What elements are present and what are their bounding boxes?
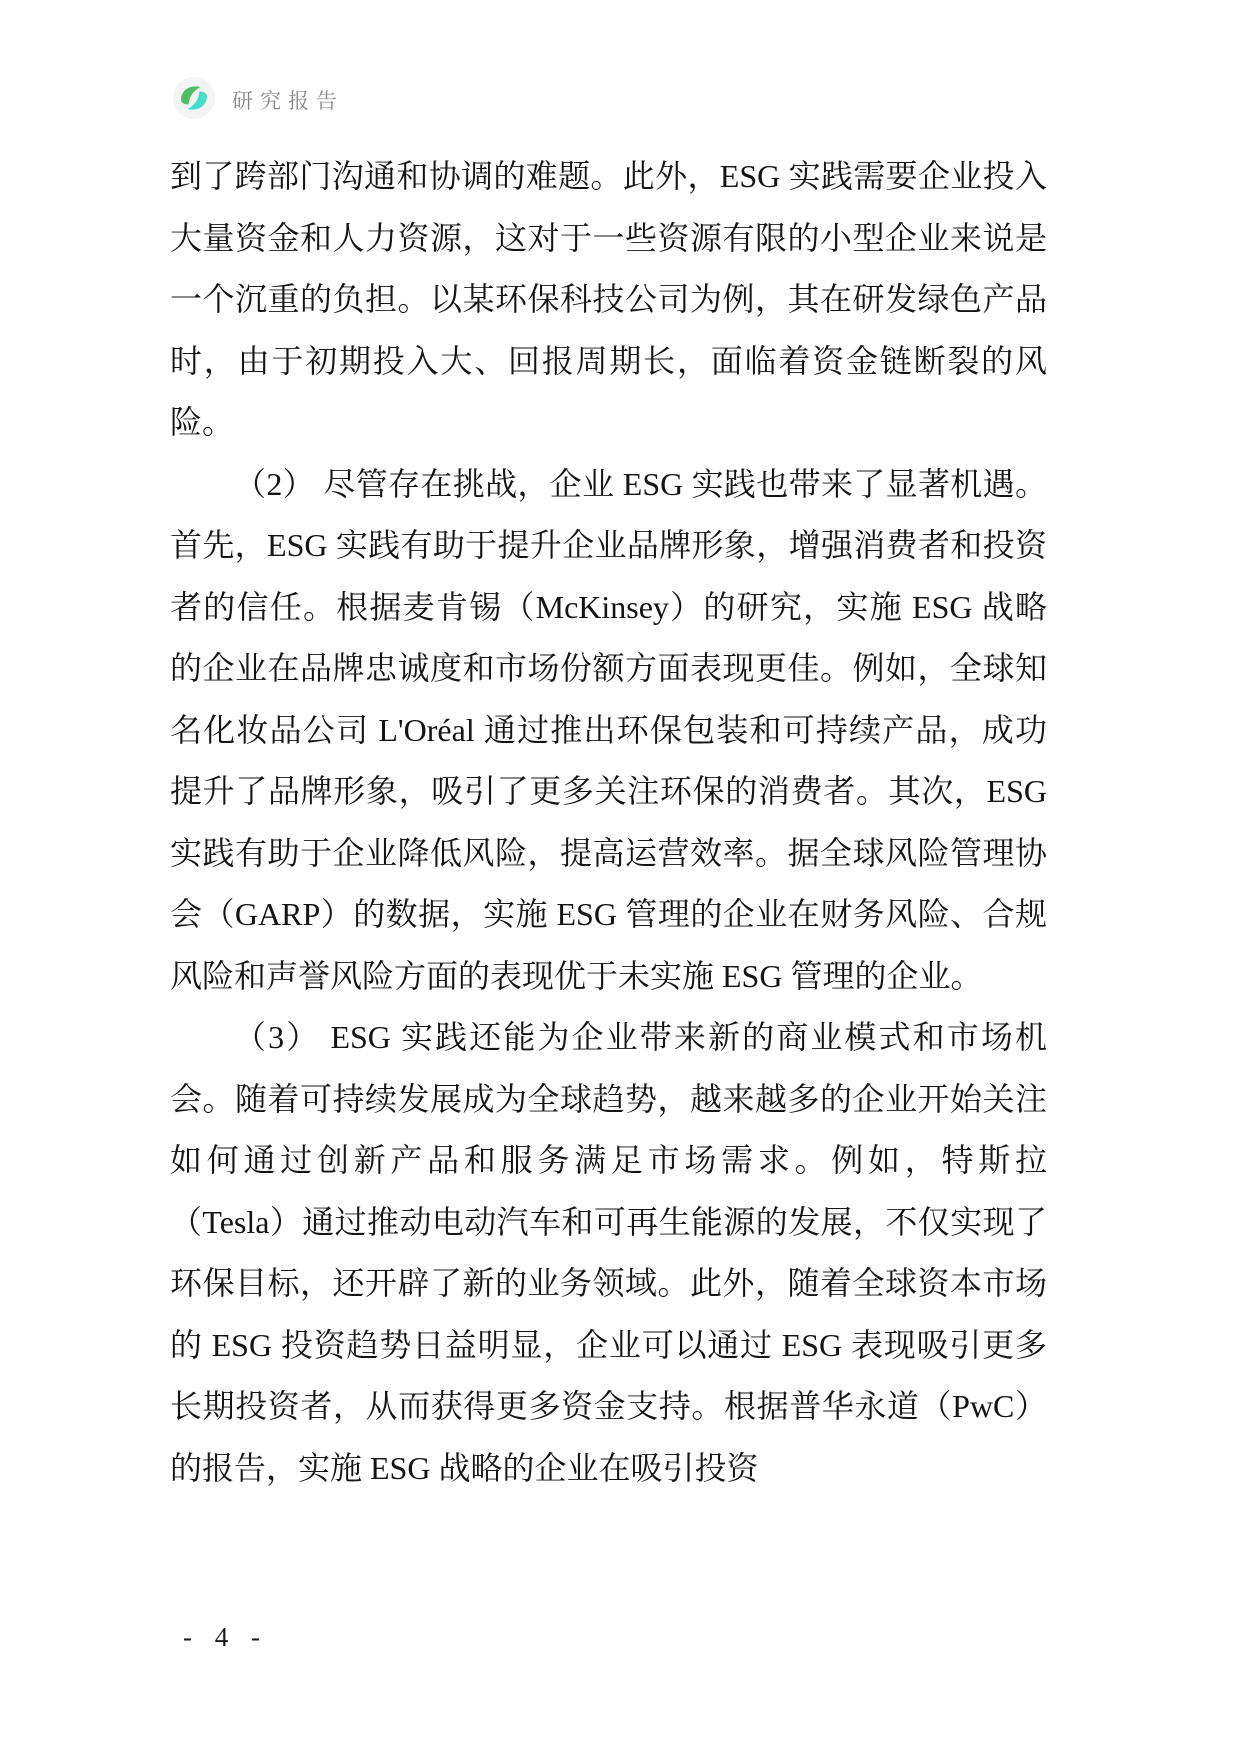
paragraph-3: （3） ESG 实践还能为企业带来新的商业模式和市场机会。随着可持续发展成为全球趋势，越来越多的企业开始关注如何通过创新产品和服务满足市场需求。例如，特斯拉（Tesla）通过推动电动汽车和可再生能源的发展，不仅实现了环保目标，还开辟了新的业务领域。此外，随着全球资本市场的 ESG 投资趋势日益明显，企业可以通过 ESG 表现吸引更多长期投资者，从而获得更多资金支持。根据普华永道（PwC）的报告，实施 ESG 战略的企业在吸引投资 — [170, 1019, 1047, 1486]
header — [172, 76, 344, 120]
brand-logo-icon — [172, 76, 216, 120]
page-number: - 4 - — [183, 1622, 268, 1652]
paragraph-2: （2） 尽管存在挑战，企业 ESG 实践也带来了显著机遇。首先，ESG 实践有助于提升企业品牌形象，增强消费者和投资者的信任。根据麦肯锡（McKinsey）的研究，实施 ESG 战略的企业在品牌忠诚度和市场份额方面表现更佳。例如，全球知名化妆品公司 L'Oréal 通过推出环保包装和可持续产品，成功提升了品牌形象，吸引了更多关注环保的消费者。其次，ESG 实践有助于企业降低风险，提高运营效率。据全球风险管理协会（GARP）的数据，实施 ESG 管理的企业在财务风险、合规风险和声誉风险方面的表现优于未实施 ESG 管理的企业。 — [170, 465, 1047, 994]
brand-title: 研究报告 — [232, 89, 344, 113]
document-body — [170, 146, 1047, 1499]
paragraph-1: 到了跨部门沟通和协调的难题。此外，ESG 实践需要企业投入大量资金和人力资源，这对于一些资源有限的小型企业来说是一个沉重的负担。以某环保科技公司为例，其在研发绿色产品时，由于初期投入大、回报周期长，面临着资金链断裂的风险。 — [170, 158, 1047, 440]
